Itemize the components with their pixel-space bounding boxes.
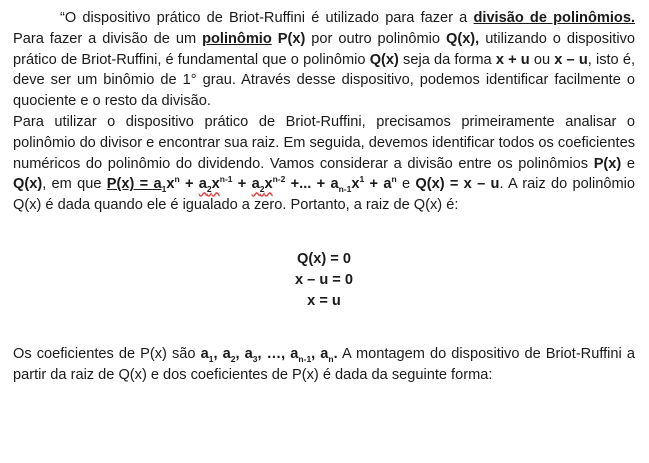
sub: 2 (206, 184, 212, 195)
var: a (200, 346, 209, 363)
sup: 1 (359, 174, 365, 185)
equation-px (106, 174, 397, 195)
var: a (251, 176, 260, 193)
sep: , …, a (257, 346, 299, 363)
term-px: P(x) (593, 155, 622, 172)
text: e (621, 155, 636, 172)
sub: 1 (208, 354, 214, 365)
sub: 1 (161, 184, 167, 195)
sep: , a (213, 346, 231, 363)
coefficient-list (200, 346, 338, 365)
equation-line-2: x – u = 0 (294, 271, 353, 288)
sub: n-1 (338, 184, 352, 195)
op: + (232, 176, 252, 193)
term-a2b (251, 176, 273, 195)
sup: n-1 (219, 174, 233, 185)
sep: . (333, 346, 338, 363)
text: A montagem do dispositivo de Briot-Ruffini a partir da raiz de Q(x) e dos coeficientes de P(x) é dada da seguinte forma: (13, 346, 635, 384)
sep: , a (311, 346, 329, 363)
sub: 2 (259, 184, 265, 195)
term-x-minus-u: x – u (554, 51, 588, 68)
sup: n-2 (272, 174, 286, 185)
sub: 2 (230, 354, 236, 365)
term-qx: Q(x), (445, 30, 480, 47)
sup: n (174, 174, 180, 185)
paragraph-coefficients (13, 344, 635, 386)
text: e (396, 176, 416, 193)
text: “O dispositivo prático de Briot-Ruffini é utilizado para fazer a (60, 10, 474, 26)
sub: n-1 (298, 354, 312, 365)
term-qx: Q(x) (13, 176, 43, 193)
text: utilizando o dispositivo prático de Briot-Ruffini, é fundamental que o polinômio (13, 30, 636, 68)
var: x (211, 176, 220, 193)
text: por outro polinômio (305, 30, 446, 47)
spacer (13, 216, 635, 249)
term-px: P(x) (277, 30, 306, 47)
var: x (166, 176, 175, 193)
text: Para fazer a divisão de um (13, 30, 203, 47)
term-a2 (198, 176, 220, 195)
sep: , a (235, 346, 253, 363)
op: + (179, 176, 199, 193)
sup: n (391, 174, 397, 185)
equation-line-1: Q(x) = 0 (297, 250, 351, 267)
text: seja da forma (398, 51, 496, 68)
text: , isto é, deve ser um binômio de 1° grau. Através desse dispositivo, podemos identificar facilmente o quociente e o resto da divisão. (13, 51, 636, 110)
text: . A raiz do polinômio Q(x) é dada quando ele é igualado a zero. Portanto, a raiz de Q(x) é: (13, 176, 636, 214)
op: +... + a (285, 176, 339, 193)
term-qx: Q(x) (369, 51, 399, 68)
op: + a (364, 176, 392, 193)
equation-line-3: x = u (307, 292, 341, 309)
equation-qx: Q(x) = x – u (415, 176, 500, 193)
text: ou (529, 51, 555, 68)
eq-px-start: P(x) = a (106, 176, 162, 193)
sub: n (328, 354, 334, 365)
term-x-plus-u: x + u (495, 51, 530, 68)
var: x (351, 176, 360, 193)
text: , em que (42, 176, 107, 193)
paragraph-intro (13, 8, 635, 112)
text: Para utilizar o dispositivo prático de Briot-Ruffini, precisamos primeiramente analisar o polinômio do divisor e encontrar sua raiz. Em seguida, devemos identificar todos os coeficientes numéricos do polinômio do dividendo. Vamos considerar a divisão entre os polinômios (13, 113, 635, 172)
paragraph-method (13, 112, 635, 216)
var: x (264, 176, 273, 193)
text: Os coeficientes de P(x) são (13, 346, 201, 363)
var: a (198, 176, 207, 193)
sub: 3 (252, 354, 258, 365)
link-polinomio[interactable]: polinômio (202, 30, 272, 47)
spacer (13, 311, 635, 344)
link-divisao-de-polinomios[interactable]: divisão de polinômios. (473, 10, 636, 26)
